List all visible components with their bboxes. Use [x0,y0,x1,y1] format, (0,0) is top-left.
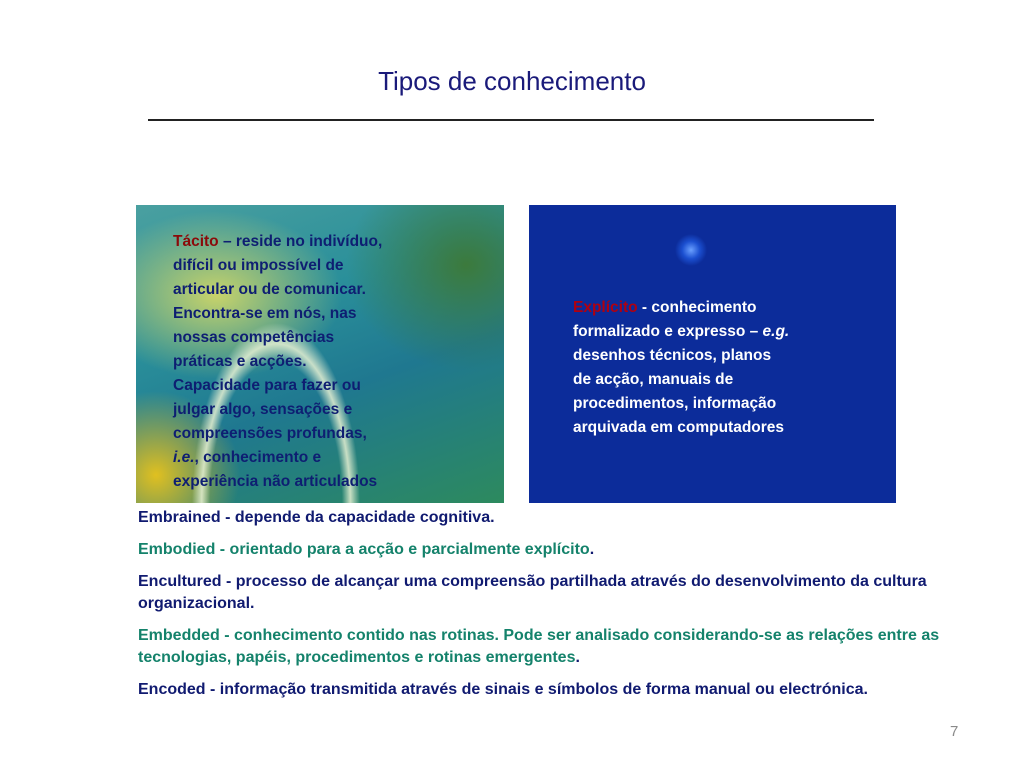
tacit-ie: i.e. [173,449,195,466]
title-underline [148,119,874,121]
explicit-line: procedimentos, informação [573,395,777,412]
category-encultured: Encultured - processo de alcançar uma compreensão partilhada através do desenvolvimento da cultura organizacional. [138,573,927,612]
explicit-term: Explícito [573,299,638,316]
category-embrained: Embrained - depende da capacidade cognitiva. [138,509,495,526]
explicit-line: de acção, manuais de [573,371,734,388]
explicit-eg: e.g. [762,323,790,340]
category-embedded: Embedded - conhecimento contido nas rotinas. Pode ser analisado considerando-se as relações entre as tecnologias, papéis, procedimentos e rotinas emergentes. [138,627,940,666]
tacit-term: Tácito [173,233,219,250]
explicit-description [573,296,873,440]
tacit-line: nossas competências [173,329,335,346]
tacit-line: Capacidade para fazer ou [173,377,361,394]
tacit-ie-rest: , conhecimento e [194,449,322,466]
slide-title: Tipos de conhecimento [378,66,646,96]
tacit-line: difícil ou impossível de [173,257,344,274]
tacit-line: compreensões profundas, [173,425,367,442]
category-encoded: Encoded - informação transmitida através de sinais e símbolos de forma manual ou electrónica. [138,681,868,698]
tacit-description [173,230,473,494]
page-number: 7 [950,723,959,740]
explicit-image-panel [529,205,896,503]
tacit-line: articular ou de comunicar. [173,281,366,298]
tacit-line: práticas e acções. [173,353,307,370]
tacit-line: Encontra-se em nós, nas [173,305,357,322]
tacit-line: experiência não articulados [173,473,378,490]
explicit-line: - conhecimento [637,299,757,316]
explicit-line: arquivada em computadores [573,419,785,436]
tacit-line: – reside no indivíduo, [218,233,383,250]
tacit-line: julgar algo, sensações e [173,401,353,418]
explicit-line: formalizado e expresso – [573,323,763,340]
category-embodied: Embodied - orientado para a acção e parcialmente explícito. [138,541,595,558]
knowledge-categories-list [138,507,978,711]
explicit-line: desenhos técnicos, planos [573,347,772,364]
tacit-image-panel [136,205,504,503]
